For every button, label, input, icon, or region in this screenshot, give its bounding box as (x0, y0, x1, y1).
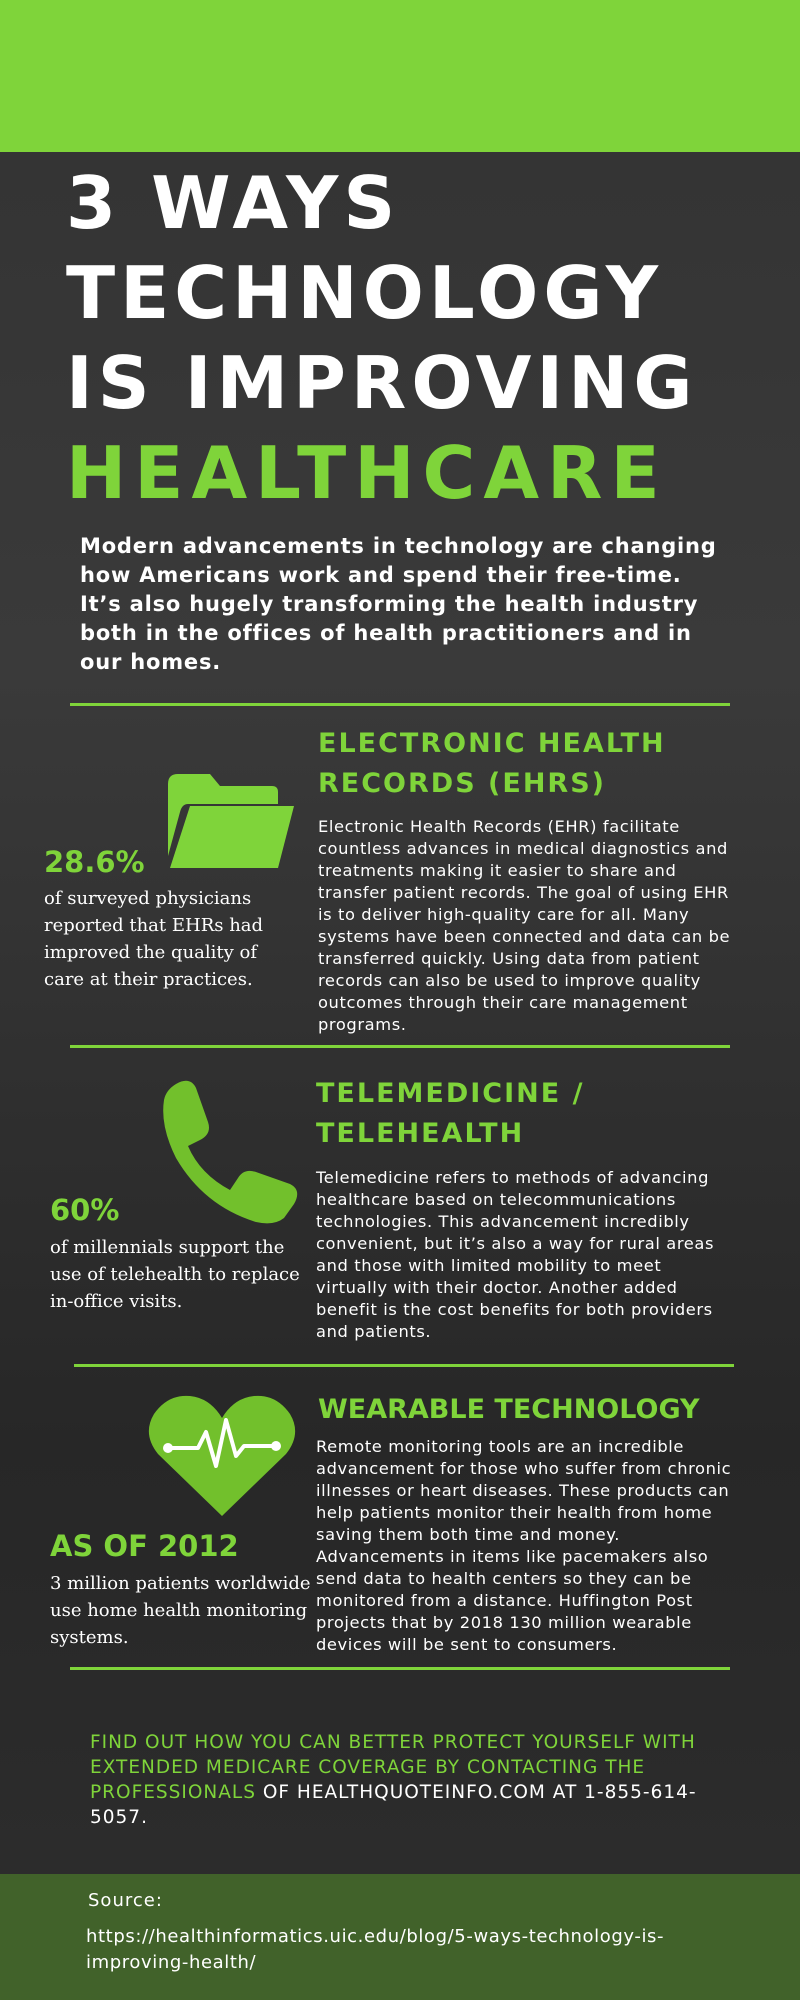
divider-1 (70, 703, 730, 706)
phone-icon (156, 1074, 306, 1228)
folder-icon (164, 764, 298, 876)
section-telemedicine-body: Telemedicine refers to methods of advancing healthcare based on telecommunications technologies. This advancement incredibly convenient, but it’s also a way for rural areas and those with limited mobility to meet virtually with their doctor. Another added benefit is the cost benefits for both providers and patients. (316, 1168, 715, 1341)
title-line-2: TECHNOLOGY (66, 251, 664, 335)
top-accent-band (0, 0, 800, 152)
ehr-stat-description: of surveyed physicians reported that EHRs had improved the quality of care at their practices. (44, 888, 264, 990)
source-url[interactable]: https://healthinformatics.uic.edu/blog/5-ways-technology-is-improving-health/ (86, 1926, 665, 1973)
divider-4 (70, 1667, 730, 1670)
intro-paragraph: Modern advancements in technology are changing how Americans work and spend their free-time. It’s also hugely transforming the health industry both in the offices of health practitioners and in our homes. (80, 534, 717, 674)
wearable-stat-number: AS OF 2012 (50, 1529, 239, 1563)
ehr-stat-number: 28.6% (44, 845, 145, 879)
telehealth-stat-number: 60% (50, 1193, 120, 1227)
title-line-4: HEALTHCARE (66, 431, 668, 515)
cta-green-text: FIND OUT HOW YOU CAN BETTER PROTECT YOURSELF WITH EXTENDED MEDICARE COVERAGE BY CONTACTING THE PROFESSIONALS (90, 1732, 696, 1803)
title-line-1: 3 WAYS (66, 161, 401, 245)
heartbeat-icon (146, 1392, 298, 1522)
section-wearable-title: WEARABLE TECHNOLOGY (318, 1394, 700, 1425)
cta-contact-text: OF HEALTHQUOTEINFO.COM AT 1-855-614-5057. (90, 1782, 697, 1828)
call-to-action (90, 1730, 710, 1830)
section-ehr-title: ELECTRONIC HEALTH RECORDS (EHRS) (318, 728, 666, 799)
section-telemedicine-title: TELEMEDICINE / TELEHEALTH (316, 1078, 585, 1149)
section-wearable-body: Remote monitoring tools are an incredible advancement for those who suffer from chronic illnesses or heart diseases. These products can help patients monitor their health from home saving them both time and money. Advancements in items like pacemakers also send data to health centers so they can be monitored from a distance. Huffington Post projects that by 2018 130 million wearable devices will be sent to consumers. (316, 1437, 732, 1654)
divider-2 (70, 1045, 730, 1048)
divider-3 (74, 1364, 734, 1367)
telehealth-stat-description: of millennials support the use of telehealth to replace in-office visits. (50, 1237, 300, 1312)
section-ehr-body: Electronic Health Records (EHR) facilitate countless advances in medical diagnostics and treatments making it easier to share and transfer patient records. The goal of using EHR is to deliver high-quality care for all. Many systems have been connected and data can be transferred quickly. Using data from patient records can also be used to improve quality outcomes through their care management programs. (318, 817, 731, 1034)
title-line-3: IS IMPROVING (66, 341, 698, 425)
wearable-stat-description: 3 million patients worldwide use home health monitoring systems. (50, 1573, 311, 1648)
source-label: Source: (88, 1890, 163, 1911)
